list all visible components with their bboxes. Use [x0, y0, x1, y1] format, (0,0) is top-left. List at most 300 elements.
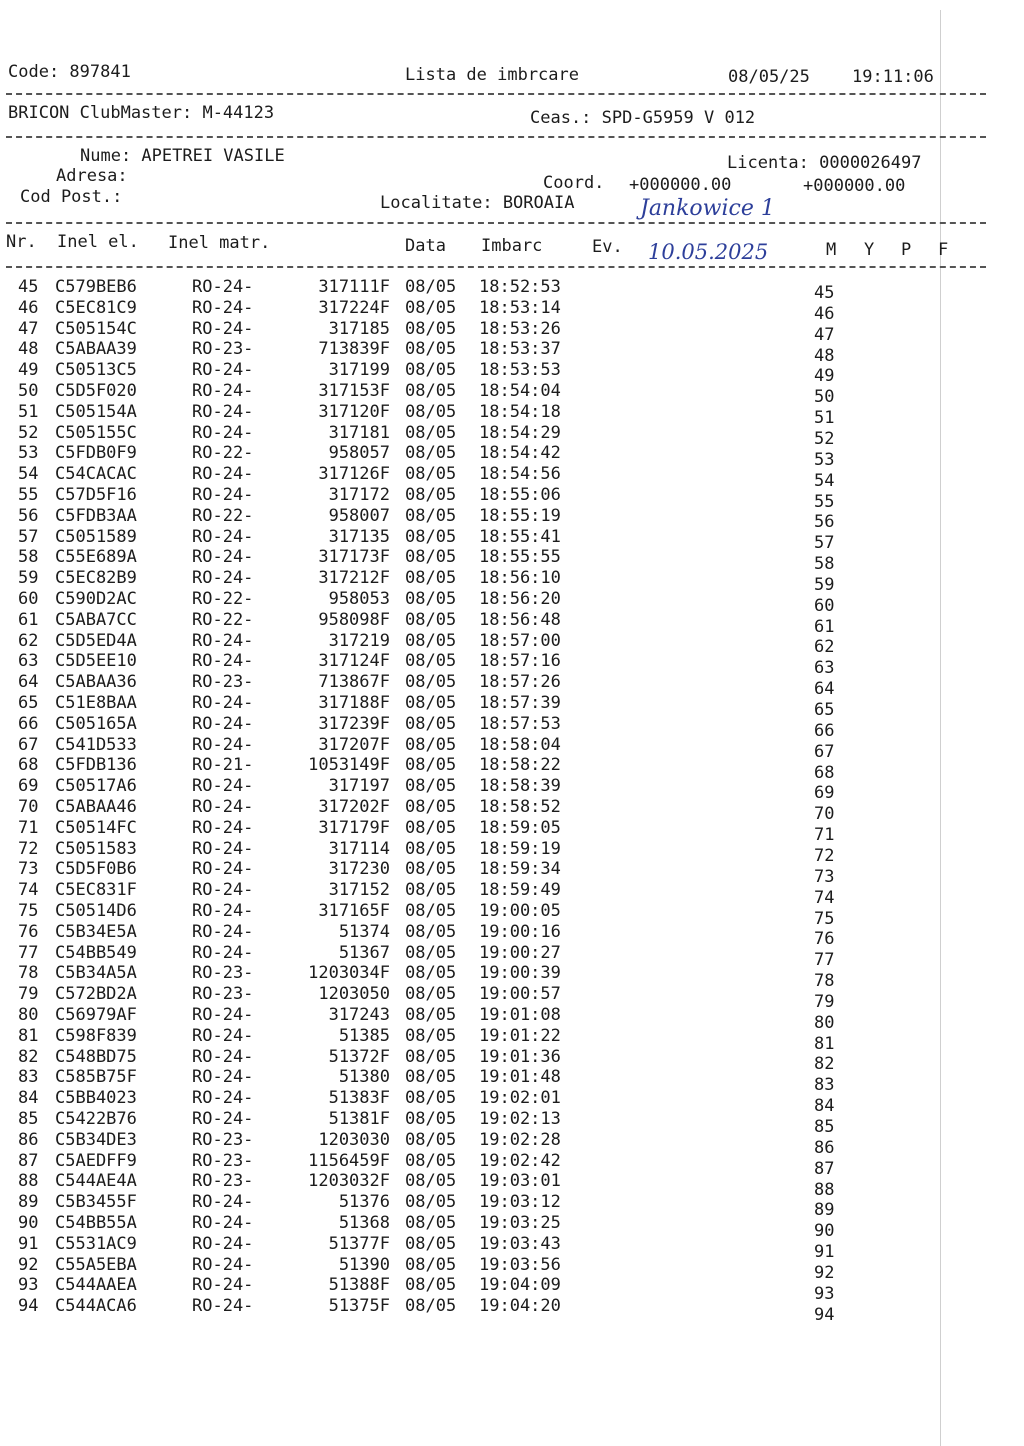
- row-time: 18:56:10: [479, 568, 561, 589]
- ring-number: 958053: [328, 589, 390, 609]
- table-row: [0, 776, 1000, 804]
- ring-prefix: RO-24-: [192, 381, 254, 401]
- row-time: 18:53:14: [479, 297, 561, 318]
- row-index: 54: [814, 470, 835, 491]
- electronic-ring: C5FDB3AA: [55, 505, 137, 526]
- row-date: 08/05: [405, 963, 457, 984]
- electronic-ring: C598F839: [55, 1025, 137, 1046]
- electronic-ring: C5FDB0F9: [55, 443, 137, 464]
- row-number: 91: [18, 1233, 39, 1254]
- column-m: M: [826, 240, 837, 260]
- column-nr: Nr.: [6, 232, 37, 252]
- ring-number: 51367: [338, 942, 390, 963]
- row-date: 08/05: [405, 1233, 457, 1254]
- table-row: [0, 984, 1000, 1012]
- ring-number: 713867F: [318, 672, 390, 693]
- ring-number: 1203034F: [308, 963, 390, 984]
- ring-prefix: RO-24-: [192, 401, 254, 422]
- row-index: 79: [814, 991, 835, 1012]
- ring-number: 317207F: [318, 734, 390, 755]
- row-time: 19:00:57: [479, 984, 561, 1005]
- row-date: 08/05: [405, 859, 457, 880]
- row-number: 48: [18, 339, 39, 360]
- row-date: 08/05: [405, 360, 457, 381]
- row-index: 92: [814, 1262, 835, 1283]
- row-date: 08/05: [405, 1254, 457, 1275]
- code-label: Code: 897841: [8, 62, 131, 82]
- coord-label: Coord.: [543, 173, 605, 193]
- row-time: 18:54:04: [479, 381, 561, 401]
- row-index: 61: [814, 616, 835, 637]
- row-index: 58: [814, 554, 835, 575]
- row-time: 18:56:20: [479, 589, 561, 609]
- clock-label: Ceas.: SPD-G5959 V 012: [530, 108, 756, 128]
- row-index: 62: [814, 637, 835, 658]
- ring-number: 317135: [328, 526, 390, 547]
- column-p: P: [901, 240, 912, 260]
- electronic-ring: C51E8BAA: [55, 693, 137, 713]
- ring-prefix: RO-24-: [192, 1088, 254, 1109]
- ring-prefix: RO-24-: [192, 859, 254, 880]
- row-number: 94: [18, 1296, 39, 1317]
- row-date: 08/05: [405, 464, 457, 485]
- row-number: 61: [18, 609, 39, 630]
- row-time: 18:53:26: [479, 318, 561, 339]
- ring-prefix: RO-23-: [192, 984, 254, 1005]
- row-date: 08/05: [405, 1109, 457, 1129]
- ring-number: 317212F: [318, 568, 390, 589]
- row-index: 70: [814, 804, 835, 825]
- table-row: [0, 1046, 1000, 1075]
- row-index: 59: [814, 574, 835, 595]
- row-time: 19:02:01: [479, 1088, 561, 1109]
- table-row: [0, 422, 1000, 449]
- row-date: 08/05: [405, 547, 457, 568]
- table-row: [0, 1088, 1000, 1117]
- row-date: 08/05: [405, 589, 457, 609]
- row-index: 74: [814, 887, 835, 908]
- row-date: 08/05: [405, 1213, 457, 1233]
- table-row: [0, 360, 1000, 387]
- ring-prefix: RO-23-: [192, 963, 254, 984]
- row-date: 08/05: [405, 1150, 457, 1171]
- table-row: [0, 859, 1000, 887]
- ring-number: 1203032F: [308, 1171, 390, 1192]
- row-number: 51: [18, 401, 39, 422]
- ring-prefix: RO-22-: [192, 589, 254, 609]
- ring-prefix: RO-24-: [192, 817, 254, 838]
- separator-line: [6, 93, 986, 95]
- ring-number: 317188F: [318, 693, 390, 713]
- row-time: 18:54:56: [479, 464, 561, 485]
- row-time: 18:57:16: [479, 651, 561, 672]
- table-row: [0, 609, 1000, 637]
- row-time: 19:02:13: [479, 1109, 561, 1129]
- table-row: [0, 505, 1000, 533]
- electronic-ring: C54BB549: [55, 942, 137, 963]
- ring-number: 317152: [328, 880, 390, 901]
- electronic-ring: C5EC81C9: [55, 297, 137, 318]
- table-row: [0, 734, 1000, 762]
- row-index: 88: [814, 1179, 835, 1200]
- table-row: [0, 1254, 1000, 1283]
- electronic-ring: C590D2AC: [55, 589, 137, 609]
- row-date: 08/05: [405, 630, 457, 651]
- table-row: [0, 1067, 1000, 1096]
- row-date: 08/05: [405, 1192, 457, 1213]
- separator-line: [6, 266, 986, 268]
- row-date: 08/05: [405, 693, 457, 713]
- club-master-label: BRICON ClubMaster: M-44123: [8, 103, 275, 123]
- ring-prefix: RO-24-: [192, 318, 254, 339]
- row-number: 47: [18, 318, 39, 339]
- row-number: 50: [18, 381, 39, 401]
- electronic-ring: C5D5ED4A: [55, 630, 137, 651]
- row-time: 18:55:06: [479, 485, 561, 505]
- ring-prefix: RO-24-: [192, 568, 254, 589]
- row-index: 78: [814, 971, 835, 992]
- ring-number: 51383F: [328, 1088, 390, 1109]
- ring-prefix: RO-23-: [192, 1171, 254, 1192]
- table-row: [0, 547, 1000, 575]
- row-date: 08/05: [405, 526, 457, 547]
- electronic-ring: C548BD75: [55, 1046, 137, 1067]
- table-row: [0, 630, 1000, 658]
- row-time: 18:53:37: [479, 339, 561, 360]
- table-row: [0, 381, 1000, 408]
- coord-x: +000000.00: [629, 175, 732, 195]
- row-index: 90: [814, 1221, 835, 1242]
- row-time: 18:58:04: [479, 734, 561, 755]
- table-row: [0, 1275, 1000, 1304]
- ring-prefix: RO-24-: [192, 297, 254, 318]
- ring-prefix: RO-24-: [192, 776, 254, 797]
- row-number: 83: [18, 1067, 39, 1088]
- table-row: [0, 672, 1000, 700]
- electronic-ring: C5AEDFF9: [55, 1150, 137, 1171]
- row-index: 57: [814, 533, 835, 554]
- electronic-ring: C5B34A5A: [55, 963, 137, 984]
- row-number: 59: [18, 568, 39, 589]
- ring-prefix: RO-24-: [192, 360, 254, 381]
- row-number: 82: [18, 1046, 39, 1067]
- electronic-ring: C54CACAC: [55, 464, 137, 485]
- table-row: [0, 1005, 1000, 1033]
- ring-number: 1053149F: [308, 755, 390, 776]
- ring-number: 317114: [328, 838, 390, 859]
- row-date: 08/05: [405, 297, 457, 318]
- row-index: 77: [814, 950, 835, 971]
- locality-label: Localitate: BOROAIA: [380, 193, 575, 213]
- row-time: 19:03:56: [479, 1254, 561, 1275]
- ring-number: 317165F: [318, 901, 390, 921]
- row-date: 08/05: [405, 1046, 457, 1067]
- row-index: 55: [814, 491, 835, 512]
- electronic-ring: C544ACA6: [55, 1296, 137, 1317]
- electronic-ring: C5B34DE3: [55, 1129, 137, 1150]
- electronic-ring: C505154A: [55, 401, 137, 422]
- ring-prefix: RO-24-: [192, 526, 254, 547]
- row-number: 74: [18, 880, 39, 901]
- ring-prefix: RO-24-: [192, 1067, 254, 1088]
- ring-prefix: RO-23-: [192, 1150, 254, 1171]
- row-time: 18:59:49: [479, 880, 561, 901]
- row-index: 86: [814, 1137, 835, 1158]
- electronic-ring: C5051589: [55, 526, 137, 547]
- electronic-ring: C544AAEA: [55, 1275, 137, 1296]
- row-number: 58: [18, 547, 39, 568]
- ring-prefix: RO-24-: [192, 1192, 254, 1213]
- row-index: 82: [814, 1054, 835, 1075]
- row-date: 08/05: [405, 734, 457, 755]
- ring-number: 958007: [328, 505, 390, 526]
- row-number: 72: [18, 838, 39, 859]
- ring-prefix: RO-22-: [192, 443, 254, 464]
- table-row: [0, 921, 1000, 950]
- ring-number: 317126F: [318, 464, 390, 485]
- row-index: 84: [814, 1096, 835, 1117]
- row-date: 08/05: [405, 672, 457, 693]
- electronic-ring: C5D5F0B6: [55, 859, 137, 880]
- ring-prefix: RO-24-: [192, 838, 254, 859]
- row-time: 18:57:53: [479, 713, 561, 734]
- electronic-ring: C505165A: [55, 713, 137, 734]
- ring-prefix: RO-23-: [192, 672, 254, 693]
- row-time: 19:02:42: [479, 1150, 561, 1171]
- row-number: 93: [18, 1275, 39, 1296]
- row-index: 49: [814, 366, 835, 387]
- ring-number: 713839F: [318, 339, 390, 360]
- electronic-ring: C50514FC: [55, 817, 137, 838]
- table-row: [0, 942, 1000, 971]
- ring-number: 1203030: [318, 1129, 390, 1150]
- electronic-ring: C5BB4023: [55, 1088, 137, 1109]
- row-date: 08/05: [405, 817, 457, 838]
- row-index: 73: [814, 866, 835, 887]
- column-ring-matricola: Inel matr.: [168, 233, 271, 253]
- address-label: Adresa:: [56, 166, 128, 186]
- row-index: 68: [814, 762, 835, 783]
- row-time: 18:55:41: [479, 526, 561, 547]
- row-time: 18:52:53: [479, 277, 561, 297]
- row-number: 90: [18, 1213, 39, 1233]
- electronic-ring: C50514D6: [55, 901, 137, 921]
- table-row: [0, 1150, 1000, 1179]
- row-index: 91: [814, 1242, 835, 1263]
- row-time: 19:01:48: [479, 1067, 561, 1088]
- table-row: [0, 755, 1000, 783]
- row-date: 08/05: [405, 838, 457, 859]
- row-time: 18:59:19: [479, 838, 561, 859]
- row-number: 84: [18, 1088, 39, 1109]
- table-row: [0, 901, 1000, 929]
- ring-prefix: RO-21-: [192, 755, 254, 776]
- electronic-ring: C5D5F020: [55, 381, 137, 401]
- row-date: 08/05: [405, 755, 457, 776]
- table-row: [0, 401, 1000, 429]
- electronic-ring: C505155C: [55, 422, 137, 443]
- electronic-ring: C505154C: [55, 318, 137, 339]
- row-date: 08/05: [405, 318, 457, 339]
- row-index: 85: [814, 1117, 835, 1137]
- ring-prefix: RO-24-: [192, 1046, 254, 1067]
- row-number: 49: [18, 360, 39, 381]
- ring-prefix: RO-24-: [192, 464, 254, 485]
- row-index: 93: [814, 1283, 835, 1304]
- row-index: 69: [814, 783, 835, 804]
- row-time: 19:00:05: [479, 901, 561, 921]
- row-number: 70: [18, 797, 39, 817]
- ring-number: 51368: [338, 1213, 390, 1233]
- ring-prefix: RO-24-: [192, 1254, 254, 1275]
- row-index: 81: [814, 1033, 835, 1054]
- electronic-ring: C5EC82B9: [55, 568, 137, 589]
- row-index: 56: [814, 512, 835, 533]
- electronic-ring: C5ABAA46: [55, 797, 137, 817]
- row-number: 68: [18, 755, 39, 776]
- row-number: 64: [18, 672, 39, 693]
- row-index: 64: [814, 679, 835, 700]
- row-date: 08/05: [405, 1005, 457, 1025]
- ring-prefix: RO-24-: [192, 1213, 254, 1233]
- row-date: 08/05: [405, 1171, 457, 1192]
- row-index: 53: [814, 449, 835, 470]
- row-index: 46: [814, 303, 835, 324]
- table-row: [0, 526, 1000, 554]
- row-time: 19:03:43: [479, 1233, 561, 1254]
- row-time: 18:58:52: [479, 797, 561, 817]
- row-date: 08/05: [405, 797, 457, 817]
- table-row: [0, 1296, 1000, 1325]
- electronic-ring: C5051583: [55, 838, 137, 859]
- ring-prefix: RO-24-: [192, 1296, 254, 1317]
- ring-number: 317179F: [318, 817, 390, 838]
- ring-number: 317124F: [318, 651, 390, 672]
- row-time: 18:57:26: [479, 672, 561, 693]
- license-label: Licenta: 0000026497: [727, 153, 922, 173]
- row-index: 63: [814, 658, 835, 679]
- row-time: 19:00:16: [479, 921, 561, 942]
- row-number: 55: [18, 485, 39, 505]
- electronic-ring: C50517A6: [55, 776, 137, 797]
- ring-prefix: RO-24-: [192, 901, 254, 921]
- ring-number: 51372F: [328, 1046, 390, 1067]
- row-date: 08/05: [405, 277, 457, 297]
- ring-prefix: RO-24-: [192, 880, 254, 901]
- table-row: [0, 318, 1000, 345]
- row-date: 08/05: [405, 422, 457, 443]
- table-row: [0, 693, 1000, 720]
- row-number: 88: [18, 1171, 39, 1192]
- row-number: 62: [18, 630, 39, 651]
- column-ev: Ev.: [592, 237, 623, 257]
- table-row: [0, 589, 1000, 616]
- row-date: 08/05: [405, 1067, 457, 1088]
- row-index: 76: [814, 929, 835, 950]
- row-index: 80: [814, 1012, 835, 1033]
- row-time: 18:59:34: [479, 859, 561, 880]
- row-index: 75: [814, 908, 835, 929]
- ring-number: 317199: [328, 360, 390, 381]
- row-time: 18:55:55: [479, 547, 561, 568]
- row-number: 71: [18, 817, 39, 838]
- row-time: 19:00:27: [479, 942, 561, 963]
- electronic-ring: C5ABAA39: [55, 339, 137, 360]
- row-number: 66: [18, 713, 39, 734]
- row-number: 80: [18, 1005, 39, 1025]
- ring-prefix: RO-24-: [192, 693, 254, 713]
- row-index: 72: [814, 845, 835, 866]
- ring-number: 317243: [328, 1005, 390, 1025]
- electronic-ring: C5FDB136: [55, 755, 137, 776]
- ring-number: 317173F: [318, 547, 390, 568]
- print-time: 19:11:06: [852, 67, 934, 87]
- row-index: 51: [814, 408, 835, 429]
- table-row: [0, 713, 1000, 741]
- ring-prefix: RO-24-: [192, 485, 254, 505]
- ring-number: 51390: [338, 1254, 390, 1275]
- ring-prefix: RO-24-: [192, 1275, 254, 1296]
- ring-prefix: RO-24-: [192, 797, 254, 817]
- row-number: 89: [18, 1192, 39, 1213]
- electronic-ring: C55A5EBA: [55, 1254, 137, 1275]
- row-time: 19:03:01: [479, 1171, 561, 1192]
- table-row: [0, 838, 1000, 866]
- ring-number: 317181: [328, 422, 390, 443]
- ring-number: 317202F: [318, 797, 390, 817]
- row-date: 08/05: [405, 401, 457, 422]
- row-date: 08/05: [405, 1296, 457, 1317]
- ring-number: 317185: [328, 318, 390, 339]
- postal-code-label: Cod Post.:: [20, 187, 123, 207]
- ring-prefix: RO-24-: [192, 422, 254, 443]
- ring-prefix: RO-24-: [192, 651, 254, 672]
- table-row: [0, 1213, 1000, 1242]
- row-date: 08/05: [405, 1129, 457, 1150]
- row-number: 46: [18, 297, 39, 318]
- row-time: 19:02:28: [479, 1129, 561, 1150]
- row-number: 81: [18, 1025, 39, 1046]
- ring-number: 51377F: [328, 1233, 390, 1254]
- table-row: [0, 1192, 1000, 1221]
- ring-prefix: RO-24-: [192, 1233, 254, 1254]
- electronic-ring: C5EC831F: [55, 880, 137, 901]
- electronic-ring: C57D5F16: [55, 485, 137, 505]
- table-row: [0, 880, 1000, 908]
- row-time: 19:03:12: [479, 1192, 561, 1213]
- row-index: 65: [814, 700, 835, 720]
- row-index: 94: [814, 1304, 835, 1325]
- row-time: 19:01:22: [479, 1025, 561, 1046]
- row-time: 18:57:39: [479, 693, 561, 713]
- ring-number: 317224F: [318, 297, 390, 318]
- electronic-ring: C5ABA7CC: [55, 609, 137, 630]
- row-time: 19:04:09: [479, 1275, 561, 1296]
- electronic-ring: C5B3455F: [55, 1192, 137, 1213]
- row-number: 56: [18, 505, 39, 526]
- electronic-ring: C544AE4A: [55, 1171, 137, 1192]
- ring-number: 51388F: [328, 1275, 390, 1296]
- row-time: 19:04:20: [479, 1296, 561, 1317]
- row-date: 08/05: [405, 651, 457, 672]
- row-index: 67: [814, 741, 835, 762]
- table-row: [0, 1171, 1000, 1200]
- print-date: 08/05/25: [728, 67, 810, 87]
- row-number: 63: [18, 651, 39, 672]
- row-time: 18:59:05: [479, 817, 561, 838]
- row-time: 18:54:42: [479, 443, 561, 464]
- ring-number: 317197: [328, 776, 390, 797]
